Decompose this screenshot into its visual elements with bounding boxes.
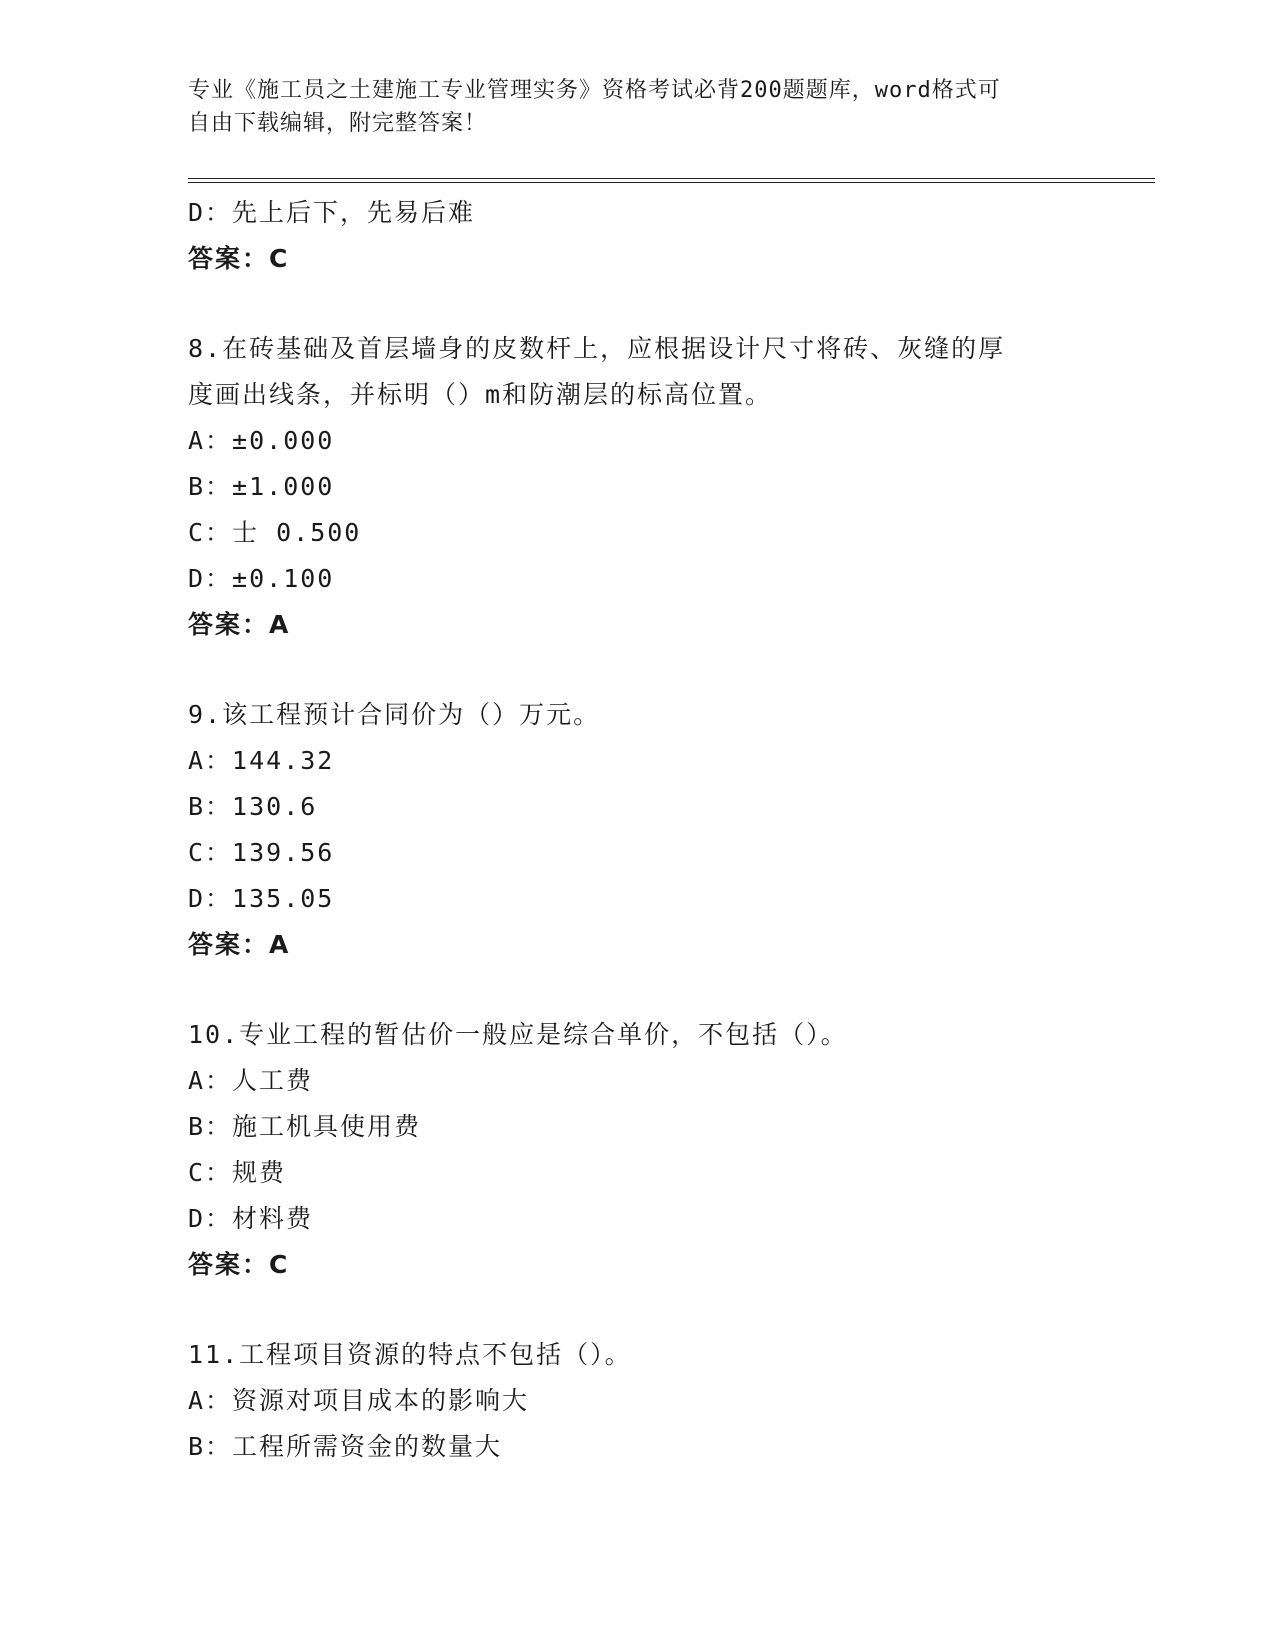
question-list bbox=[188, 190, 1088, 1470]
option-a: A：人工费 bbox=[188, 1066, 314, 1095]
header-rule-bottom bbox=[188, 182, 1155, 183]
question-11 bbox=[188, 1332, 1088, 1470]
question-title: 11.工程项目资源的特点不包括（）。 bbox=[188, 1340, 632, 1369]
question-title: 9.该工程预计合同价为（）万元。 bbox=[188, 700, 601, 729]
spacer bbox=[188, 1288, 1088, 1332]
answer-line: 答案：A bbox=[188, 930, 291, 959]
spacer bbox=[188, 968, 1088, 1012]
header-line-1: 专业《施工员之土建施工专业管理实务》资格考试必背200题题库，word格式可 bbox=[188, 78, 1001, 103]
page-header bbox=[188, 74, 1088, 140]
option-a: A：144.32 bbox=[188, 746, 335, 775]
question-8 bbox=[188, 326, 1088, 648]
option-b: B：工程所需资金的数量大 bbox=[188, 1432, 503, 1461]
option-d: D：先上后下，先易后难 bbox=[188, 198, 476, 227]
question-9 bbox=[188, 692, 1088, 968]
option-b: B：施工机具使用费 bbox=[188, 1112, 422, 1141]
option-c: C：士 0.500 bbox=[188, 518, 362, 547]
question-10 bbox=[188, 1012, 1088, 1288]
answer-line: 答案：A bbox=[188, 610, 291, 639]
spacer bbox=[188, 282, 1088, 326]
option-c: C：规费 bbox=[188, 1158, 287, 1187]
option-d: D：±0.100 bbox=[188, 564, 335, 593]
option-b: B：130.6 bbox=[188, 792, 318, 821]
question-title-line-2: 度画出线条，并标明（）m和防潮层的标高位置。 bbox=[188, 380, 773, 409]
option-d: D：材料费 bbox=[188, 1204, 314, 1233]
spacer bbox=[188, 648, 1088, 692]
answer-line: 答案：C bbox=[188, 1250, 290, 1279]
header-line-2: 自由下载编辑，附完整答案！ bbox=[188, 111, 488, 136]
option-a: A：±0.000 bbox=[188, 426, 335, 455]
option-a: A：资源对项目成本的影响大 bbox=[188, 1386, 530, 1415]
answer-line: 答案：C bbox=[188, 244, 290, 273]
question-title-line-1: 8.在砖基础及首层墙身的皮数杆上，应根据设计尺寸将砖、灰缝的厚 bbox=[188, 334, 1006, 363]
question-title: 10.专业工程的暂估价一般应是综合单价，不包括（）。 bbox=[188, 1020, 848, 1049]
header-rule-top bbox=[188, 178, 1155, 179]
option-d: D：135.05 bbox=[188, 884, 335, 913]
option-c: C：139.56 bbox=[188, 838, 335, 867]
option-b: B：±1.000 bbox=[188, 472, 335, 501]
